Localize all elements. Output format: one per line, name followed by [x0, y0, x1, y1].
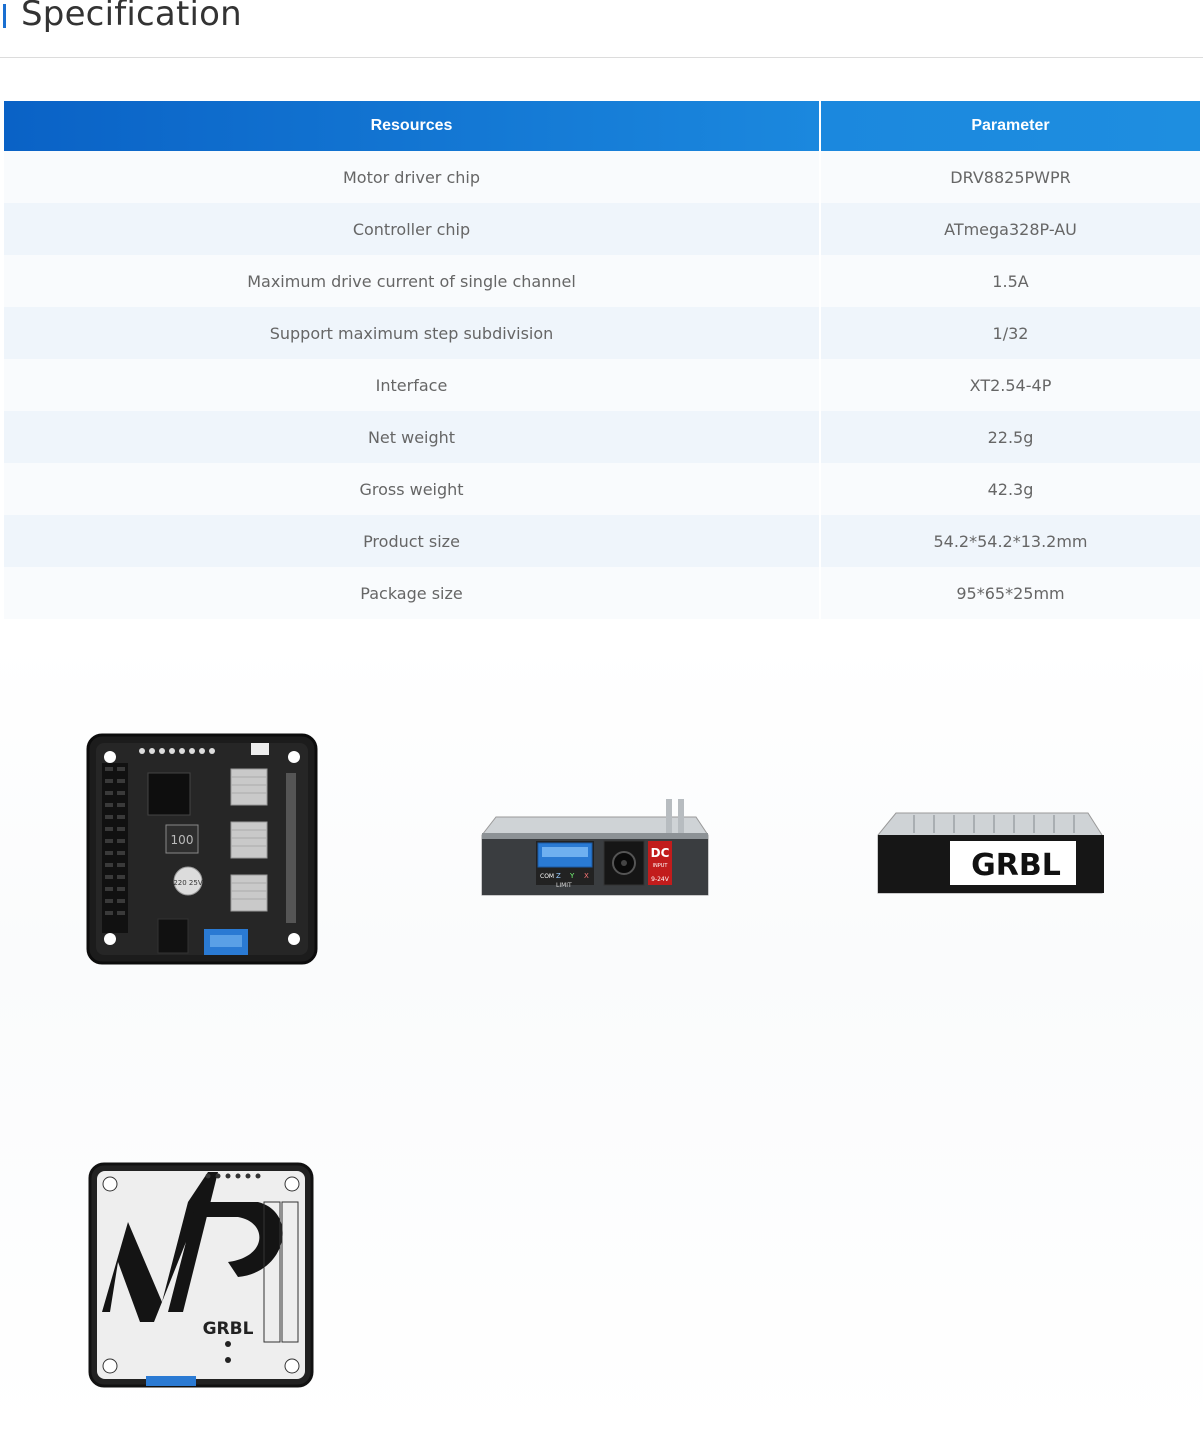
- heading-accent-bar: [3, 4, 6, 28]
- port-label-x: X: [584, 872, 589, 880]
- parameter-cell: ATmega328P-AU: [820, 203, 1200, 255]
- dc-sub-label: INPUT: [652, 863, 668, 869]
- section-heading: [0, 0, 1203, 58]
- inductor-label: 100: [170, 833, 194, 847]
- resource-cell: Net weight: [4, 411, 820, 463]
- table-row: [4, 567, 1200, 619]
- table-header-row: [4, 101, 1200, 151]
- product-photo-side-grbl: [874, 795, 1110, 900]
- parameter-cell: 42.3g: [820, 463, 1200, 515]
- resource-cell: Motor driver chip: [4, 151, 820, 203]
- grbl-side-label: GRBL: [971, 848, 1061, 883]
- table-row: [4, 411, 1200, 463]
- parameter-cell: 1/32: [820, 307, 1200, 359]
- table-row: [4, 151, 1200, 203]
- page-title: Specification: [21, 0, 242, 34]
- table-row: [4, 463, 1200, 515]
- table-row: [4, 255, 1200, 307]
- product-photo-back: [88, 1162, 314, 1388]
- spec-table: [4, 101, 1200, 619]
- resource-cell: Interface: [4, 359, 820, 411]
- port-label-y: Y: [570, 872, 575, 880]
- table-row: [4, 515, 1200, 567]
- resource-cell: Product size: [4, 515, 820, 567]
- port-label-limit: LIMIT: [556, 882, 572, 889]
- port-label-z: Z: [556, 872, 561, 880]
- product-photo-side-ports: [478, 795, 714, 905]
- grbl-back-label: GRBL: [202, 1319, 254, 1339]
- resource-cell: Controller chip: [4, 203, 820, 255]
- product-gallery: [0, 640, 1203, 1438]
- voltage-label: 9-24V: [651, 876, 669, 883]
- column-header-resources: Resources: [4, 101, 820, 151]
- resource-cell: Package size: [4, 567, 820, 619]
- resource-cell: Gross weight: [4, 463, 820, 515]
- dc-label: DC: [650, 846, 670, 860]
- parameter-cell: XT2.54-4P: [820, 359, 1200, 411]
- resource-cell: Support maximum step subdivision: [4, 307, 820, 359]
- table-row: [4, 359, 1200, 411]
- resource-cell: Maximum drive current of single channel: [4, 255, 820, 307]
- product-photo-front: [86, 733, 318, 965]
- parameter-cell: 54.2*54.2*13.2mm: [820, 515, 1200, 567]
- table-row: [4, 203, 1200, 255]
- column-header-parameter: Parameter: [820, 101, 1200, 151]
- parameter-cell: DRV8825PWPR: [820, 151, 1200, 203]
- capacitor-label: 220 25V: [173, 879, 203, 887]
- port-label-com: COM: [540, 873, 555, 880]
- parameter-cell: 95*65*25mm: [820, 567, 1200, 619]
- parameter-cell: 1.5A: [820, 255, 1200, 307]
- table-row: [4, 307, 1200, 359]
- parameter-cell: 22.5g: [820, 411, 1200, 463]
